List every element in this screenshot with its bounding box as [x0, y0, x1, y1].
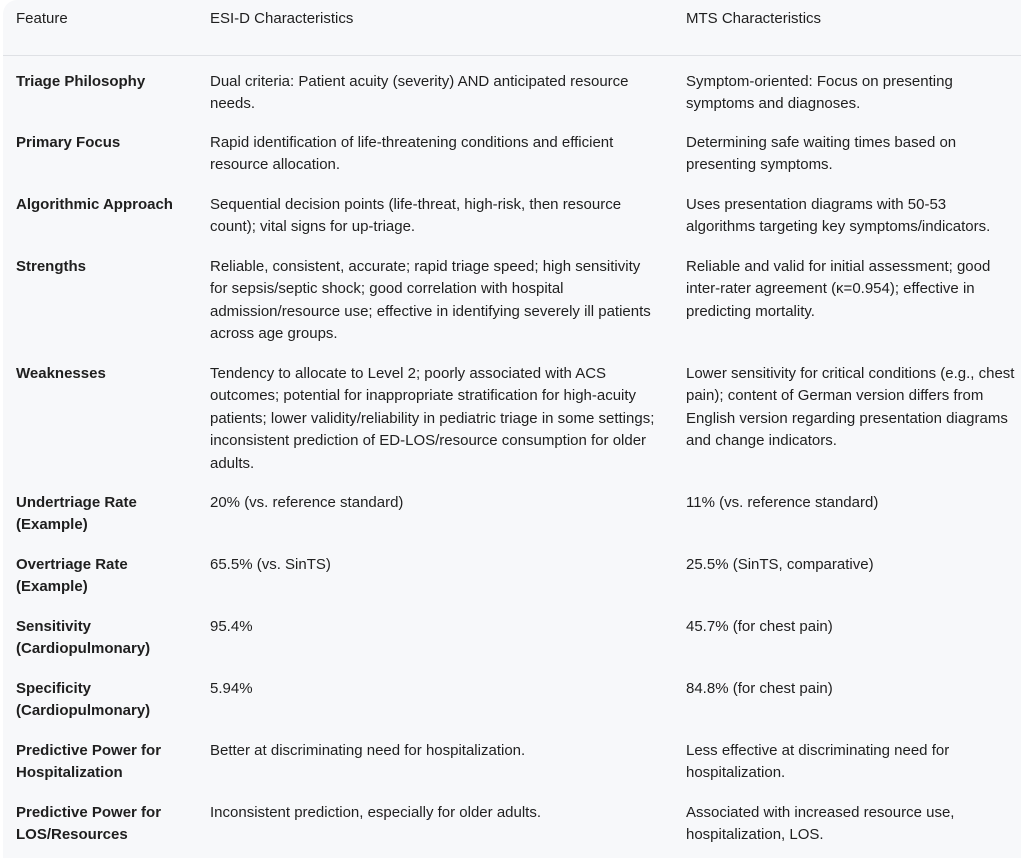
table-row: [3, 725, 1021, 787]
feature-cell: Algorithmic Approach: [16, 196, 173, 213]
table-row: [3, 477, 1021, 539]
mts-cell: Reliable and valid for initial assessment; good inter-rater agreement (κ=0.954); effective in predicting mortality.: [686, 258, 991, 320]
esi-d-cell: Tendency to allocate to Level 2; poorly associated with ACS outcomes; potential for inappropriate stratification for high-acuity patients; lower validity/reliability in pediatric triage in some settings; inconsistent prediction of ED-LOS/resource consumption for older adults.: [210, 365, 655, 472]
table-row: [3, 787, 1021, 849]
feature-cell: Triage Philosophy: [16, 72, 146, 90]
feature-cell: Primary Focus: [16, 134, 121, 151]
esi-d-cell: 95.4%: [210, 618, 253, 635]
mts-cell: Uses presentation diagrams with 50-53 algorithms targeting key symptoms/indicators.: [686, 196, 991, 236]
mts-cell: 11% (vs. reference standard): [686, 494, 879, 511]
esi-d-cell: 20% (vs. reference standard): [210, 494, 404, 511]
table-row: [3, 55, 1021, 117]
feature-cell: Undertriage Rate (Example): [16, 494, 137, 534]
esi-d-cell: Reliable, consistent, accurate; rapid triage speed; high sensitivity for sepsis/septic shock; good correlation with hospital admission/resource use; effective in identifying severely ill patients across age groups.: [210, 258, 651, 343]
column-header-esi-d: ESI-D Characteristics: [210, 10, 354, 27]
table-row: [3, 179, 1021, 241]
feature-cell: Predictive Power for Hospitalization: [16, 742, 162, 782]
table-row: [3, 539, 1021, 601]
table-row: [3, 663, 1021, 725]
comparison-table: [3, 0, 1021, 849]
feature-cell: Specificity (Cardiopulmonary): [16, 680, 151, 720]
table-row: [3, 348, 1021, 477]
esi-d-cell: Dual criteria: Patient acuity (severity) AND anticipated resource needs.: [210, 72, 629, 112]
feature-cell: Predictive Power for LOS/Resources: [16, 804, 162, 844]
esi-d-cell: Better at discriminating need for hospitalization.: [210, 742, 526, 759]
esi-d-cell: 65.5% (vs. SinTS): [210, 556, 331, 573]
esi-d-cell: Sequential decision points (life-threat, high-risk, then resource count); vital signs for up-triage.: [210, 196, 622, 236]
mts-cell: Symptom-oriented: Focus on presenting symptoms and diagnoses.: [686, 72, 953, 112]
column-header-mts: MTS Characteristics: [686, 10, 822, 27]
mts-cell: 45.7% (for chest pain): [686, 618, 833, 635]
table-row: [3, 241, 1021, 348]
mts-cell: 25.5% (SinTS, comparative): [686, 556, 874, 573]
mts-cell: Less effective at discriminating need for hospitalization.: [686, 742, 950, 782]
esi-d-cell: 5.94%: [210, 680, 253, 697]
feature-cell: Sensitivity (Cardiopulmonary): [16, 618, 151, 658]
table-row: [3, 601, 1021, 663]
comparison-table-container: [3, 0, 1021, 858]
table-row: [3, 117, 1021, 179]
table-header-row: [3, 0, 1021, 55]
column-header-feature: Feature: [16, 10, 68, 27]
mts-cell: Determining safe waiting times based on presenting symptoms.: [686, 134, 957, 174]
feature-cell: Overtriage Rate (Example): [16, 556, 128, 596]
mts-cell: Lower sensitivity for critical conditions (e.g., chest pain); content of German version differs from English version regarding presentation diagrams and change indicators.: [686, 365, 1015, 450]
esi-d-cell: Inconsistent prediction, especially for older adults.: [210, 804, 542, 821]
mts-cell: 84.8% (for chest pain): [686, 680, 833, 697]
feature-cell: Strengths: [16, 258, 87, 275]
mts-cell: Associated with increased resource use, hospitalization, LOS.: [686, 804, 955, 844]
esi-d-cell: Rapid identification of life-threatening conditions and efficient resource allocation.: [210, 134, 614, 174]
feature-cell: Weaknesses: [16, 365, 106, 382]
